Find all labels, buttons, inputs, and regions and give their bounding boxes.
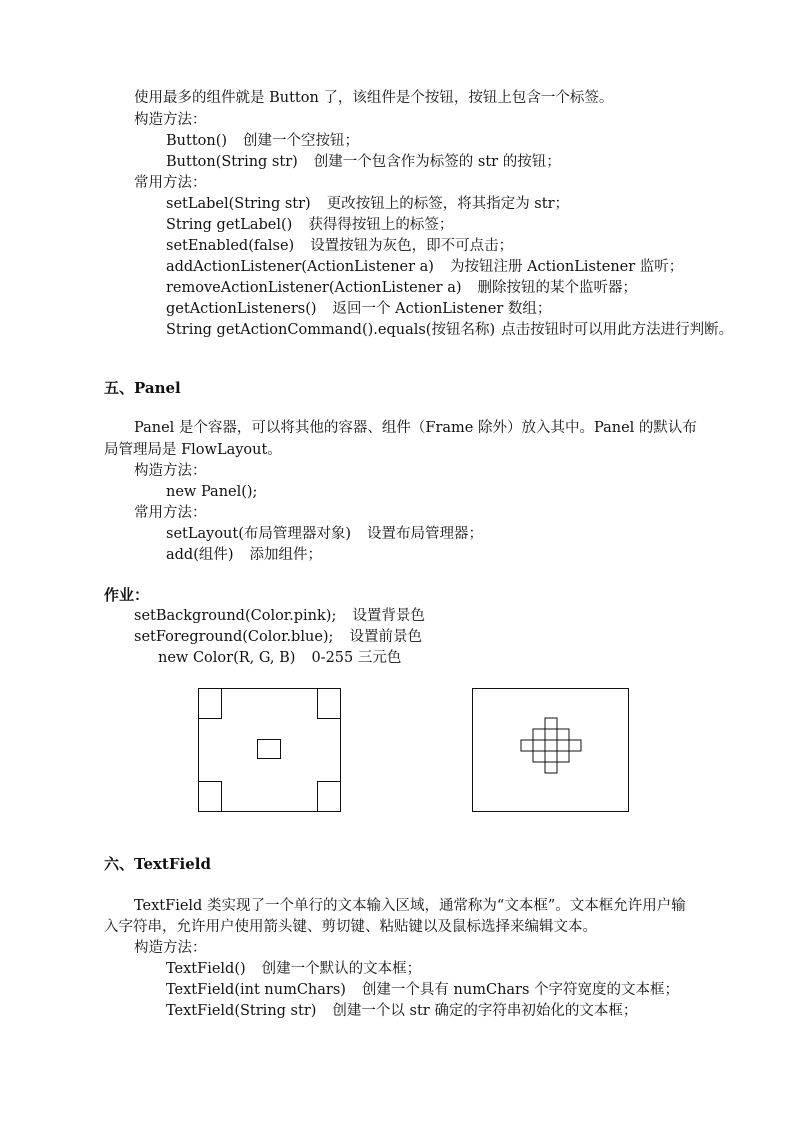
desc-text: 创建一个具有 numChars 个字符宽度的文本框；: [361, 982, 680, 998]
button-intro: 使用最多的组件就是 Button 了，该组件是个按钮，按钮上包含一个标签。: [134, 90, 614, 106]
figure-corners-frame: [198, 688, 341, 812]
corner-square-bottom-right: [317, 781, 341, 812]
desc-text: 设置背景色: [352, 608, 425, 624]
desc-text: 创建一个以 str 确定的字符串初始化的文本框；: [332, 1003, 638, 1019]
desc-text: 创建一个空按钮；: [243, 133, 360, 149]
code-text: setBackground(Color.pink);: [134, 608, 337, 624]
button-method-line: [166, 194, 569, 214]
code-text: setEnabled(false): [166, 238, 295, 254]
desc-text: 添加组件；: [249, 547, 323, 563]
code-text: String getLabel(): [166, 217, 293, 233]
panel-heading: 五、Panel: [104, 379, 181, 397]
cross-cell: [557, 740, 569, 751]
button-method-line: [166, 257, 683, 277]
cross-cell: [545, 740, 557, 751]
code-text: TextField(String str): [166, 1003, 317, 1019]
textfield-intro-line2: 入字符串，允许用户使用箭头键、剪切键、粘贴键以及鼠标选择来编辑文本。: [104, 919, 597, 935]
cross-cell: [545, 762, 557, 773]
panel-method-line: [166, 545, 322, 565]
textfield-heading: 六、TextField: [104, 855, 211, 873]
cross-cell: [533, 740, 545, 751]
desc-text: 设置布局管理器；: [367, 526, 484, 542]
corner-square-top-left: [198, 688, 222, 719]
desc-text: 删除按钮的某个监听器；: [477, 280, 638, 296]
code-text: String getActionCommand().equals(按钮名称): [166, 322, 496, 338]
desc-text: 更改按钮上的标签，将其指定为 str；: [326, 196, 570, 212]
center-square: [257, 739, 281, 759]
desc-text: 获得得按钮上的标签；: [308, 217, 454, 233]
homework-line: [158, 648, 401, 668]
code-text: new Color(R, G, B): [158, 650, 296, 666]
cross-cell: [521, 740, 533, 751]
textfield-intro-line1: TextField 类实现了一个单行的文本输入区域，通常称为“文本框”。文本框允许用户输: [134, 898, 686, 914]
code-text: addActionListener(ActionListener a): [166, 259, 434, 275]
code-text: TextField(): [166, 961, 246, 977]
desc-text: 设置按钮为灰色，即不可点击；: [310, 238, 514, 254]
button-method-line: [166, 299, 551, 319]
button-method-line: [166, 215, 453, 235]
button-ctor-heading: 构造方法：: [134, 112, 207, 128]
code-text: Button(String str): [166, 154, 298, 170]
cross-cell: [545, 729, 557, 740]
button-method-line: [166, 320, 733, 340]
code-text: getActionListeners(): [166, 301, 317, 317]
desc-text: 为按钮注册 ActionListener 监听；: [449, 259, 684, 275]
panel-ctor-line: new Panel();: [166, 484, 258, 500]
code-text: TextField(int numChars): [166, 982, 346, 998]
corner-square-top-right: [317, 688, 341, 719]
panel-method-line: [166, 524, 483, 544]
textfield-ctor-line: [166, 1001, 637, 1021]
textfield-ctor-line: [166, 959, 421, 979]
desc-text: 创建一个包含作为标签的 str 的按钮；: [313, 154, 561, 170]
code-text: Button(): [166, 133, 228, 149]
cross-pattern: [473, 689, 630, 813]
code-text: setLayout(布局管理器对象): [166, 526, 352, 542]
button-ctor-line: [166, 131, 359, 151]
panel-ctor-heading: 构造方法：: [134, 463, 207, 479]
code-text: setForeground(Color.blue);: [134, 629, 334, 645]
code-text: setLabel(String str): [166, 196, 311, 212]
cross-cell: [533, 729, 545, 740]
button-method-line: [166, 278, 637, 298]
desc-text: 创建一个默认的文本框；: [261, 961, 422, 977]
cross-cell: [557, 729, 569, 740]
homework-line: [134, 627, 422, 647]
cross-cell: [533, 751, 545, 762]
desc-text: 返回一个 ActionListener 数组；: [332, 301, 552, 317]
code-text: removeActionListener(ActionListener a): [166, 280, 462, 296]
panel-methods-heading: 常用方法：: [134, 505, 207, 521]
homework-line: [134, 606, 425, 626]
corner-square-bottom-left: [198, 781, 222, 812]
cross-cell: [545, 751, 557, 762]
homework-heading: 作业：: [104, 586, 150, 604]
textfield-ctor-heading: 构造方法：: [134, 940, 207, 956]
figure-cross-frame: [472, 688, 629, 812]
desc-text: 设置前景色: [349, 629, 422, 645]
cross-cell: [569, 740, 581, 751]
panel-intro-line1: Panel 是个容器，可以将其他的容器、组件（Frame 除外）放入其中。Panel 的默认布: [134, 420, 697, 436]
button-method-line: [166, 236, 513, 256]
button-ctor-line: [166, 152, 561, 172]
code-text: add(组件): [166, 547, 234, 563]
desc-text: 0-255 三元色: [311, 650, 402, 666]
cross-cell: [545, 718, 557, 729]
panel-intro-line2: 局管理局是 FlowLayout。: [104, 442, 282, 458]
button-methods-heading: 常用方法：: [134, 175, 207, 191]
textfield-ctor-line: [166, 980, 679, 1000]
desc-text: 点击按钮时可以用此方法进行判断。: [501, 322, 734, 338]
cross-cell: [557, 751, 569, 762]
